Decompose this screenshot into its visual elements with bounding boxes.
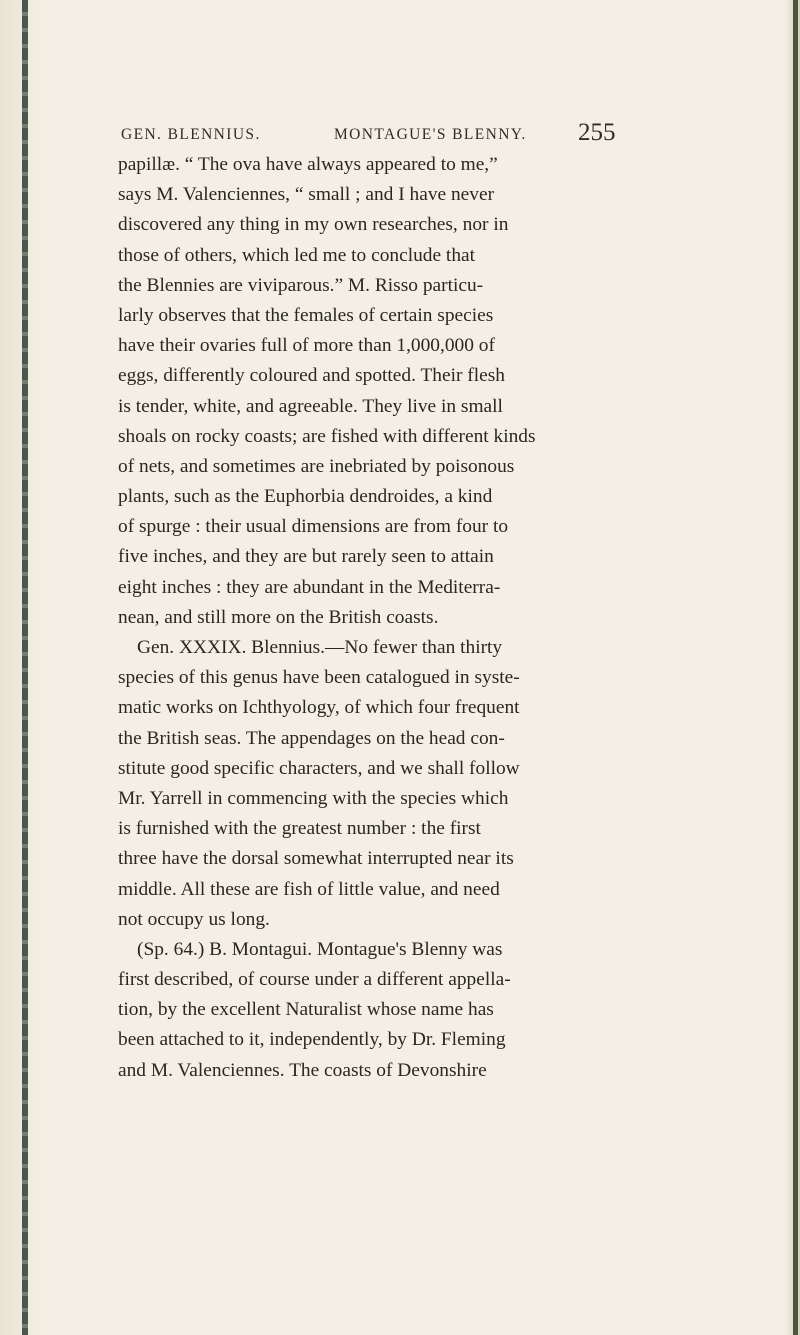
- text-line: says M. Valenciennes, “ small ; and I have never: [118, 184, 495, 206]
- text-line: and M. Valenciennes. The coasts of Devonshire: [118, 1059, 487, 1081]
- running-head-title: MONTAGUE'S BLENNY.: [334, 126, 527, 143]
- text-line: nean, and still more on the British coasts.: [118, 606, 439, 628]
- text-line: papillæ. “ The ova have always appeared to me,”: [118, 154, 498, 175]
- text-line: of nets, and sometimes are inebriated by poisonous: [118, 455, 515, 477]
- text-line: larly observes that the females of certain species: [118, 304, 494, 326]
- text-line: the British seas. The appendages on the head con-: [118, 727, 505, 749]
- text-line: three have the dorsal somewhat interrupted near its: [118, 848, 514, 870]
- text-line: plants, such as the Euphorbia dendroides, a kind: [118, 486, 493, 508]
- text-line: those of others, which led me to conclude that: [118, 244, 476, 266]
- text-line: the Blennies are viviparous.” M. Risso particu-: [118, 274, 484, 296]
- text-line: not occupy us long.: [118, 908, 270, 930]
- page-number: 255: [578, 119, 616, 146]
- text-line: species of this genus have been catalogued in syste-: [118, 667, 520, 689]
- genus-heading-line: Gen. XXXIX. Blennius.—No fewer than thirty: [137, 637, 503, 658]
- text-line: eight inches : they are abundant in the Mediterra-: [118, 576, 501, 598]
- text-line: been attached to it, independently, by Dr. Fleming: [118, 1029, 506, 1051]
- text-line: first described, of course under a different appella-: [118, 969, 511, 991]
- text-line: Mr. Yarrell in commencing with the species which: [118, 787, 509, 809]
- species-heading-line: (Sp. 64.) B. Montagui. Montague's Blenny was: [137, 938, 503, 960]
- text-line: five inches, and they are but rarely seen to attain: [118, 546, 494, 568]
- text-line: is tender, white, and agreeable. They live in small: [118, 395, 503, 417]
- text-line: shoals on rocky coasts; are fished with different kinds: [118, 425, 536, 447]
- running-head-genus: GEN. BLENNIUS.: [121, 126, 261, 143]
- text-line: matic works on Ichthyology, of which four frequent: [118, 697, 520, 719]
- text-line: stitute good specific characters, and we shall follow: [118, 757, 520, 779]
- text-line: tion, by the excellent Naturalist whose name has: [118, 999, 494, 1021]
- body-text: [118, 150, 626, 1086]
- text-line: eggs, differently coloured and spotted. Their flesh: [118, 365, 505, 387]
- binding-edge-right: [784, 0, 800, 1335]
- binding-edge-left: [0, 0, 48, 1335]
- text-line: is furnished with the greatest number : the first: [118, 818, 481, 840]
- running-head: [121, 118, 627, 148]
- text-line: middle. All these are fish of little value, and need: [118, 878, 500, 900]
- text-line: of spurge : their usual dimensions are from four to: [118, 516, 509, 538]
- text-line: have their ovaries full of more than 1,000,000 of: [118, 335, 495, 357]
- text-line: discovered any thing in my own researches, nor in: [118, 214, 509, 236]
